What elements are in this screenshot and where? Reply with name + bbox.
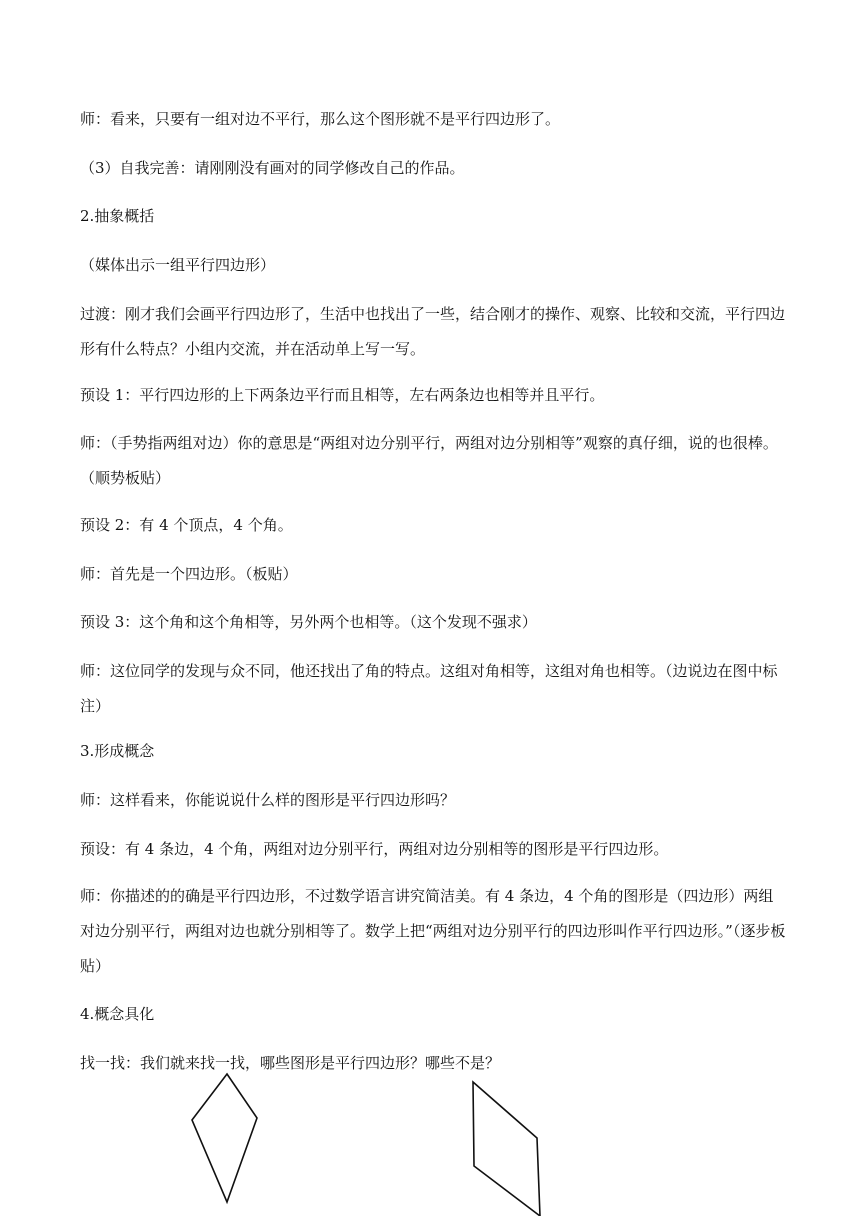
paragraph: 师：首先是一个四边形。（板贴）	[80, 565, 298, 583]
parallelogram-shape	[466, 1076, 546, 1216]
paragraph: 预设：有 4 条边，4 个角，两组对边分别平行，两组对边分别相等的图形是平行四边形。	[80, 840, 669, 858]
paragraph: 找一找：我们就来找一找，哪些图形是平行四边形？哪些不是？	[80, 1054, 501, 1072]
kite-shape	[185, 1068, 265, 1208]
section-heading: 2.抽象概括	[80, 207, 155, 225]
paragraph: （媒体出示一组平行四边形）	[80, 256, 276, 274]
paragraph: 过渡：刚才我们会画平行四边形了，生活中也找出了一些，结合刚才的操作、观察、比较和交流，平行四边形有什么特点？小组内交流，并在活动单上写一写。	[80, 305, 786, 358]
paragraph: 师：（手势指两组对边）你的意思是“两组对边分别平行，两组对边分别相等”观察的真仔细，说的也很棒。（顺势板贴）	[80, 434, 778, 487]
paragraph: 师：你描述的的确是平行四边形，不过数学语言讲究简洁美。有 4 条边，4 个角的图形是（四边形）两组对边分别平行，两组对边也就分别相等了。数学上把“两组对边分别平行的四边形叫作平行四边形。”（逐步板贴）	[80, 887, 786, 975]
paragraph: 师：这位同学的发现与众不同，他还找出了角的特点。这组对角相等，这组对角也相等。（边说边在图中标注）	[80, 662, 778, 715]
paragraph: 预设 2：有 4 个顶点，4 个角。	[80, 516, 293, 534]
paragraph: 师：看来，只要有一组对边不平行，那么这个图形就不是平行四边形了。	[80, 110, 561, 128]
paragraph: （3）自我完善：请刚刚没有画对的同学修改自己的作品。	[80, 159, 465, 177]
paragraph: 预设 3：这个角和这个角相等，另外两个也相等。（这个发现不强求）	[80, 613, 537, 631]
paragraph: 师：这样看来，你能说说什么样的图形是平行四边形吗？	[80, 791, 456, 809]
section-heading: 3.形成概念	[80, 742, 155, 760]
section-heading: 4.概念具化	[80, 1005, 155, 1023]
paragraph: 预设 1：平行四边形的上下两条边平行而且相等，左右两条边也相等并且平行。	[80, 386, 605, 404]
